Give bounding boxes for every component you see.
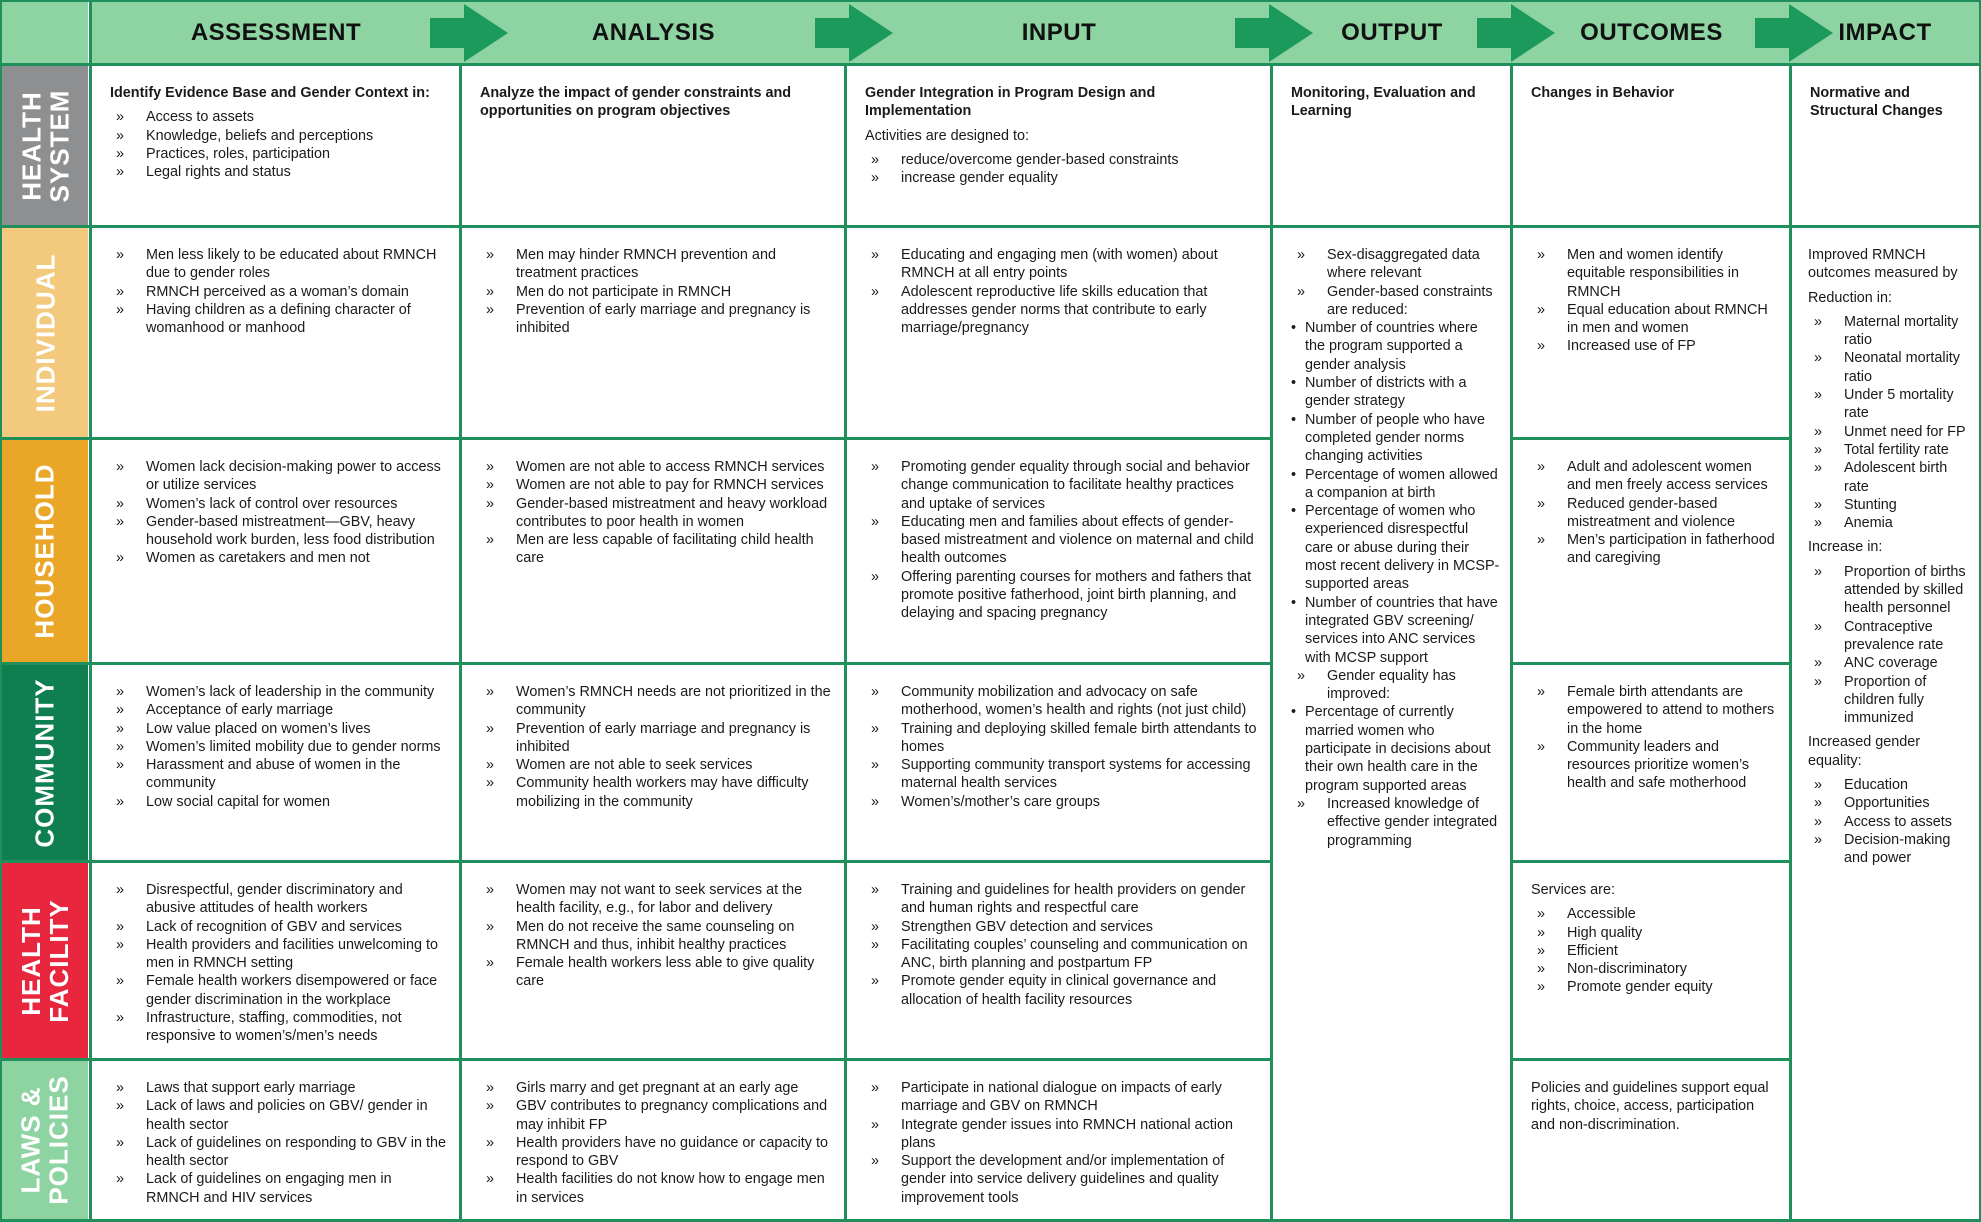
list-item: » Promote gender equity bbox=[1531, 978, 1779, 996]
list-item: » Girls marry and get pregnant at an early age bbox=[480, 1079, 834, 1097]
row-label-laws-policies-text: LAWS & POLICIES bbox=[16, 1075, 75, 1205]
list-item: » Female health workers less able to give quality care bbox=[480, 954, 834, 991]
list-item: » Participate in national dialogue on impacts of early marriage and GBV on RMNCH bbox=[865, 1079, 1260, 1116]
row-label-household bbox=[2, 439, 88, 663]
arrow-icon bbox=[1235, 2, 1315, 64]
list-item: » Increased use of FP bbox=[1531, 337, 1779, 355]
list-item: » Men less likely to be educated about RMNCH due to gender roles bbox=[110, 246, 449, 283]
list-item: » Men are less capable of facilitating child health care bbox=[480, 531, 834, 568]
list-item-text: Gender equality has improved: bbox=[1327, 667, 1456, 703]
header-corner bbox=[2, 2, 88, 64]
list-item: » ANC coverage bbox=[1808, 654, 1969, 672]
list-item: » Integrate gender issues into RMNCH national action plans bbox=[865, 1116, 1260, 1153]
list-item: » Lack of laws and policies on GBV/ gender in health sector bbox=[110, 1097, 449, 1134]
list-item: » Gender-based mistreatment and heavy workload contributes to poor health in women bbox=[480, 495, 834, 532]
bullet-list bbox=[480, 881, 834, 991]
list-item: » Supporting community transport systems for accessing maternal health services bbox=[865, 756, 1260, 793]
list-item bbox=[1291, 283, 1500, 667]
sub-list-item: • Percentage of currently married women who participate in decisions about their own health care in the program supported areas bbox=[1291, 703, 1500, 794]
bullet-list bbox=[110, 881, 449, 1046]
list-item: » Gender-based mistreatment—GBV, heavy household work burden, less food distribution bbox=[110, 513, 449, 550]
sub-list-item: • Percentage of women who experienced disrespectful care or abuse during their most recent delivery in MCSP-supported areas bbox=[1291, 502, 1500, 593]
cell-impact-merged bbox=[1792, 228, 1979, 1219]
cell-health-system-impact bbox=[1792, 66, 1979, 225]
list-item: » Opportunities bbox=[1808, 794, 1969, 812]
list-item: » Total fertility rate bbox=[1808, 441, 1969, 459]
list-item: » Proportion of births attended by skilled health personnel bbox=[1808, 563, 1969, 618]
list-item: » Lack of guidelines on responding to GBV in the health sector bbox=[110, 1134, 449, 1171]
sub-list-item: • Number of districts with a gender strategy bbox=[1291, 374, 1500, 411]
cell-individual-input bbox=[847, 228, 1270, 437]
cell-individual-assessment bbox=[92, 228, 459, 437]
bullet-list bbox=[1808, 313, 1969, 533]
grid-line bbox=[0, 0, 1981, 2]
list-item: » Under 5 mortality rate bbox=[1808, 386, 1969, 423]
list-item: » Sex-disaggregated data where relevant bbox=[1291, 246, 1500, 283]
row-label-individual bbox=[2, 227, 88, 438]
list-item: » Legal rights and status bbox=[110, 163, 449, 181]
list-item: » Accessible bbox=[1531, 905, 1779, 923]
list-item: » Women lack decision-making power to access or utilize services bbox=[110, 458, 449, 495]
list-item: » Non-discriminatory bbox=[1531, 960, 1779, 978]
row-label-health-facility-text: HEALTH FACILITY bbox=[16, 898, 74, 1023]
cell-laws-policies-analysis bbox=[462, 1061, 844, 1219]
list-item: » Infrastructure, staffing, commodities, not responsive to women’s/men’s needs bbox=[110, 1009, 449, 1046]
list-item: » Support the development and/or implementation of gender into service delivery guidelines and quality improvement tools bbox=[865, 1152, 1260, 1207]
bullet-list bbox=[110, 1079, 449, 1207]
list-item: » GBV contributes to pregnancy complications and may inhibit FP bbox=[480, 1097, 834, 1134]
list-item: » Community leaders and resources prioritize women’s health and safe motherhood bbox=[1531, 738, 1779, 793]
list-item: » Lack of recognition of GBV and services bbox=[110, 918, 449, 936]
row-label-health-system-text: HEALTH SYSTEM bbox=[16, 89, 75, 202]
cell-community-outcomes bbox=[1513, 665, 1789, 860]
cell-health-facility-input bbox=[847, 863, 1270, 1058]
list-item: » Acceptance of early marriage bbox=[110, 701, 449, 719]
list-item: » Knowledge, beliefs and perceptions bbox=[110, 127, 449, 145]
list-item: » Women’s lack of leadership in the community bbox=[110, 683, 449, 701]
list-item: » Disrespectful, gender discriminatory and abusive attitudes of health workers bbox=[110, 881, 449, 918]
arrow-icon bbox=[430, 2, 510, 64]
list-item: » RMNCH perceived as a woman’s domain bbox=[110, 283, 449, 301]
cell-health-system-analysis bbox=[462, 66, 844, 225]
cell-laws-policies-assessment bbox=[92, 1061, 459, 1219]
list-item: » Promote gender equity in clinical governance and allocation of health facility resources bbox=[865, 972, 1260, 1009]
list-item: » Health facilities do not know how to engage men in services bbox=[480, 1170, 834, 1207]
cell-laws-policies-outcomes bbox=[1513, 1061, 1789, 1219]
list-item-text: Gender-based constraints are reduced: bbox=[1327, 283, 1493, 318]
sub-list bbox=[1291, 319, 1500, 667]
bullet-list bbox=[1808, 776, 1969, 867]
bullet-list bbox=[865, 881, 1260, 1009]
cell-health-facility-assessment bbox=[92, 863, 459, 1058]
cell-household-analysis bbox=[462, 440, 844, 662]
list-item: » Efficient bbox=[1531, 942, 1779, 960]
list-item: » Men do not participate in RMNCH bbox=[480, 283, 834, 301]
list-item: » Adult and adolescent women and men freely access services bbox=[1531, 458, 1779, 495]
list-item: » Maternal mortality ratio bbox=[1808, 313, 1969, 350]
grid-line bbox=[0, 0, 2, 1222]
bullet-list bbox=[865, 151, 1260, 188]
bullet-list bbox=[1808, 563, 1969, 728]
list-item: » Women’s limited mobility due to gender norms bbox=[110, 738, 449, 756]
list-item: » Women’s RMNCH needs are not prioritized in the community bbox=[480, 683, 834, 720]
column-header-output-label: OUTPUT bbox=[1341, 19, 1443, 46]
bullet-list bbox=[865, 683, 1260, 811]
list-item: » Laws that support early marriage bbox=[110, 1079, 449, 1097]
cell-health-system-assessment bbox=[92, 66, 459, 225]
cell-intro: Services are: bbox=[1531, 882, 1615, 898]
column-header-analysis bbox=[461, 2, 846, 64]
cell-title: Identify Evidence Base and Gender Context in: bbox=[110, 85, 430, 101]
list-item: » Women’s/mother’s care groups bbox=[865, 793, 1260, 811]
column-header-input bbox=[846, 2, 1272, 64]
list-item: » Women as caretakers and men not bbox=[110, 549, 449, 567]
list-item: » Reduced gender-based mistreatment and violence bbox=[1531, 495, 1779, 532]
list-item: » Education bbox=[1808, 776, 1969, 794]
bullet-list bbox=[1531, 458, 1779, 568]
list-item: » Adolescent birth rate bbox=[1808, 459, 1969, 496]
list-item: » Practices, roles, participation bbox=[110, 145, 449, 163]
list-item: » Decision-making and power bbox=[1808, 831, 1969, 868]
row-label-community-text: COMMUNITY bbox=[30, 677, 61, 848]
bullet-list bbox=[480, 1079, 834, 1207]
bullet-list bbox=[110, 246, 449, 337]
list-item: » Women’s lack of control over resources bbox=[110, 495, 449, 513]
list-item: » Facilitating couples’ counseling and communication on ANC, birth planning and postpartum FP bbox=[865, 936, 1260, 973]
list-item: » Prevention of early marriage and pregnancy is inhibited bbox=[480, 720, 834, 757]
bullet-list bbox=[865, 458, 1260, 623]
list-item: » Equal education about RMNCH in men and women bbox=[1531, 301, 1779, 338]
list-item: » Low value placed on women’s lives bbox=[110, 720, 449, 738]
list-item: » Educating and engaging men (with women) about RMNCH at all entry points bbox=[865, 246, 1260, 283]
cell-title: Changes in Behavior bbox=[1531, 85, 1675, 101]
impact-increase-label: Increase in: bbox=[1808, 539, 1883, 556]
bullet-list bbox=[1531, 905, 1779, 996]
cell-household-assessment bbox=[92, 440, 459, 662]
list-item: » Stunting bbox=[1808, 496, 1969, 514]
bullet-list bbox=[110, 683, 449, 811]
list-item bbox=[1291, 667, 1500, 795]
list-item: » Contraceptive prevalence rate bbox=[1808, 618, 1969, 655]
cell-individual-outcomes bbox=[1513, 228, 1789, 437]
list-item: » Anemia bbox=[1808, 514, 1969, 532]
list-item: » Community health workers may have difficulty mobilizing in the community bbox=[480, 774, 834, 811]
bullet-list bbox=[480, 683, 834, 811]
bullet-list bbox=[110, 108, 449, 181]
list-item: » Training and guidelines for health providers on gender and human rights and respectful care bbox=[865, 881, 1260, 918]
cell-intro: Activities are designed to: bbox=[865, 127, 1029, 144]
list-item: » Neonatal mortality ratio bbox=[1808, 349, 1969, 386]
cell-title: Monitoring, Evaluation and Learning bbox=[1291, 85, 1476, 120]
list-item: » Health providers have no guidance or capacity to respond to GBV bbox=[480, 1134, 834, 1171]
column-header-assessment-label: ASSESSMENT bbox=[190, 19, 362, 46]
list-item: » Educating men and families about effects of gender-based mistreatment and violence on maternal and child health outcomes bbox=[865, 513, 1260, 568]
cell-output-merged bbox=[1273, 228, 1510, 1219]
list-item: » Unmet need for FP bbox=[1808, 423, 1969, 441]
cell-health-facility-outcomes bbox=[1513, 863, 1789, 1058]
bullet-list bbox=[1531, 246, 1779, 356]
list-item: » Promoting gender equality through social and behavior change communication to facilitate healthy practices and uptake of services bbox=[865, 458, 1260, 513]
list-item: » Health providers and facilities unwelcoming to men in RMNCH setting bbox=[110, 936, 449, 973]
sub-list-item: • Number of people who have completed gender norms changing activities bbox=[1291, 411, 1500, 466]
column-header-outcomes-label: OUTCOMES bbox=[1580, 19, 1723, 46]
sub-list-item: • Number of countries that have integrated GBV screening/ services into ANC services with MCSP support bbox=[1291, 594, 1500, 667]
list-item: » Increased knowledge of effective gender integrated programming bbox=[1291, 795, 1500, 850]
sub-list-item: • Number of countries where the program supported a gender analysis bbox=[1291, 319, 1500, 374]
bullet-list bbox=[480, 458, 834, 568]
list-item: » Women are not able to pay for RMNCH services bbox=[480, 476, 834, 494]
list-item: » Men do not receive the same counseling on RMNCH and thus, inhibit healthy practices bbox=[480, 918, 834, 955]
list-item: » Female birth attendants are empowered to attend to mothers in the home bbox=[1531, 683, 1779, 738]
list-item: » Men and women identify equitable responsibilities in RMNCH bbox=[1531, 246, 1779, 301]
arrow-icon bbox=[1477, 2, 1557, 64]
bullet-list bbox=[1531, 683, 1779, 793]
impact-intro: Improved RMNCH outcomes measured by bbox=[1808, 247, 1958, 282]
list-item: » Harassment and abuse of women in the community bbox=[110, 756, 449, 793]
row-label-individual-text: INDIVIDUAL bbox=[30, 253, 60, 412]
list-item: » Female health workers disempowered or face gender discrimination in the workplace bbox=[110, 972, 449, 1009]
cell-individual-analysis bbox=[462, 228, 844, 437]
cell-title: Gender Integration in Program Design and Implementation bbox=[865, 85, 1156, 120]
list-item: » increase gender equality bbox=[865, 169, 1260, 187]
list-item: » High quality bbox=[1531, 924, 1779, 942]
bullet-list bbox=[865, 1079, 1260, 1207]
sub-list bbox=[1291, 703, 1500, 794]
list-item: » Women are not able to access RMNCH services bbox=[480, 458, 834, 476]
list-item: » Women may not want to seek services at the health facility, e.g., for labor and delivery bbox=[480, 881, 834, 918]
cell-community-input bbox=[847, 665, 1270, 860]
list-item: » Strengthen GBV detection and services bbox=[865, 918, 1260, 936]
cell-community-assessment bbox=[92, 665, 459, 860]
cell-title: Normative and Structural Changes bbox=[1810, 85, 1943, 120]
list-item: » Access to assets bbox=[110, 108, 449, 126]
cell-health-system-input bbox=[847, 66, 1270, 225]
column-header-input-label: INPUT bbox=[1021, 19, 1097, 46]
list-item: » Low social capital for women bbox=[110, 793, 449, 811]
arrow-icon bbox=[1755, 2, 1835, 64]
cell-title: Analyze the impact of gender constraints and opportunities on program objectives bbox=[480, 85, 792, 120]
list-item: » Having children as a defining character of womanhood or manhood bbox=[110, 301, 449, 338]
list-item: » Adolescent reproductive life skills education that addresses gender norms that contribute to early marriage/pregnancy bbox=[865, 283, 1260, 338]
list-item: » reduce/overcome gender-based constraints bbox=[865, 151, 1260, 169]
cell-community-analysis bbox=[462, 665, 844, 860]
sub-list-item: • Percentage of women allowed a companion at birth bbox=[1291, 466, 1500, 503]
cell-health-system-outcomes bbox=[1513, 66, 1789, 225]
list-item: » Men’s participation in fatherhood and caregiving bbox=[1531, 531, 1779, 568]
row-label-household-text: HOUSEHOLD bbox=[30, 463, 60, 639]
cell-laws-policies-input bbox=[847, 1061, 1270, 1219]
list-item: » Prevention of early marriage and pregnancy is inhibited bbox=[480, 301, 834, 338]
column-header-assessment bbox=[91, 2, 461, 64]
cell-health-facility-analysis bbox=[462, 863, 844, 1058]
list-item: » Women are not able to seek services bbox=[480, 756, 834, 774]
cell-health-system-output bbox=[1273, 66, 1510, 225]
list-item: » Men may hinder RMNCH prevention and treatment practices bbox=[480, 246, 834, 283]
row-label-laws-policies bbox=[2, 1060, 88, 1220]
bullet-list bbox=[1291, 246, 1500, 850]
row-label-health-system bbox=[2, 65, 88, 226]
list-item: » Access to assets bbox=[1808, 813, 1969, 831]
list-item: » Community mobilization and advocacy on safe motherhood, women’s health and rights (not just child) bbox=[865, 683, 1260, 720]
list-item: » Lack of guidelines on engaging men in RMNCH and HIV services bbox=[110, 1170, 449, 1207]
bullet-list bbox=[110, 458, 449, 568]
list-item: » Offering parenting courses for mothers and fathers that promote positive fatherhood, joint birth planning, and delaying and spacing pregnancy bbox=[865, 568, 1260, 623]
cell-household-outcomes bbox=[1513, 440, 1789, 662]
row-label-health-facility bbox=[2, 862, 88, 1059]
bullet-list bbox=[480, 246, 834, 337]
impact-equality-label: Increased gender equality: bbox=[1808, 734, 1921, 769]
list-item: » Proportion of children fully immunized bbox=[1808, 673, 1969, 728]
list-item: » Training and deploying skilled female birth attendants to homes bbox=[865, 720, 1260, 757]
impact-reduction-label: Reduction in: bbox=[1808, 289, 1892, 306]
column-header-impact-label: IMPACT bbox=[1838, 19, 1932, 46]
arrow-icon bbox=[815, 2, 895, 64]
cell-text: Policies and guidelines support equal rights, choice, access, participation and non-discrimination. bbox=[1531, 1080, 1769, 1133]
row-label-community bbox=[2, 664, 88, 861]
bullet-list bbox=[865, 246, 1260, 337]
cell-household-input bbox=[847, 440, 1270, 662]
column-header-analysis-label: ANALYSIS bbox=[591, 19, 716, 46]
